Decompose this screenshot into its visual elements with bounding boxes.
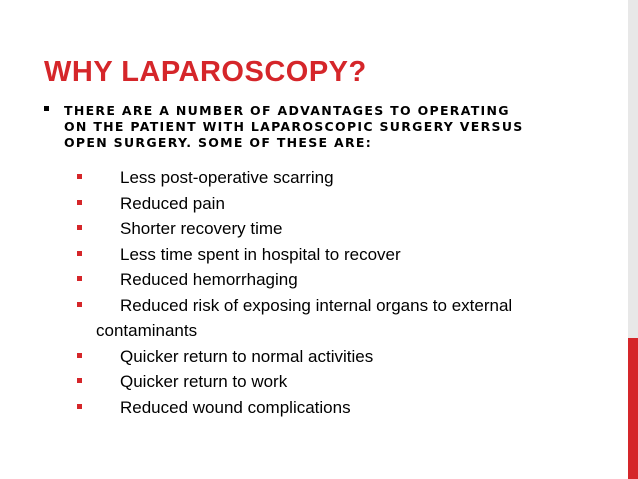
square-bullet-icon <box>77 378 82 383</box>
list-item-text: Less post-operative scarring <box>120 168 334 187</box>
list-item-text: Quicker return to work <box>120 372 288 391</box>
list-item <box>0 191 628 217</box>
list-item-text: Shorter recovery time <box>120 219 283 238</box>
list-item-text: Reduced pain <box>120 193 225 213</box>
list-item <box>0 267 628 293</box>
advantages-list <box>0 165 628 420</box>
square-bullet-icon <box>77 251 82 256</box>
intro-text: THERE ARE A NUMBER OF ADVANTAGES TO OPERATING ON THE PATIENT WITH LAPAROSCOPIC SURGERY VERSUS OPEN SURGERY. SOME OF THESE ARE: <box>64 103 524 150</box>
list-item-text: Quicker return to normal activities <box>120 346 374 366</box>
square-bullet-icon <box>77 174 82 179</box>
side-accent-bar-red <box>628 338 638 479</box>
square-bullet-icon <box>77 276 82 281</box>
list-item <box>0 293 628 344</box>
square-bullet-icon <box>77 302 82 307</box>
list-item-text: Reduced wound complications <box>120 397 351 417</box>
square-bullet-icon <box>77 225 82 230</box>
slide-title: WHY LAPAROSCOPY? <box>44 56 367 88</box>
square-bullet-icon <box>77 404 82 409</box>
list-item-text: Less time spent in hospital to recover <box>120 244 401 264</box>
side-accent-bar-light <box>628 0 638 338</box>
list-item-text-continuation: contaminants <box>96 321 198 340</box>
list-item <box>0 165 628 191</box>
list-item-text: Reduced risk of exposing internal organs to external <box>120 295 513 315</box>
list-item <box>0 369 628 395</box>
list-item <box>0 344 628 370</box>
intro-paragraph <box>44 103 584 151</box>
square-bullet-icon <box>77 200 82 205</box>
list-item <box>0 242 628 268</box>
intro-bullet-icon <box>44 106 49 111</box>
square-bullet-icon <box>77 353 82 358</box>
list-item <box>0 395 628 421</box>
list-item <box>0 216 628 242</box>
list-item-text: Reduced hemorrhaging <box>120 270 298 289</box>
